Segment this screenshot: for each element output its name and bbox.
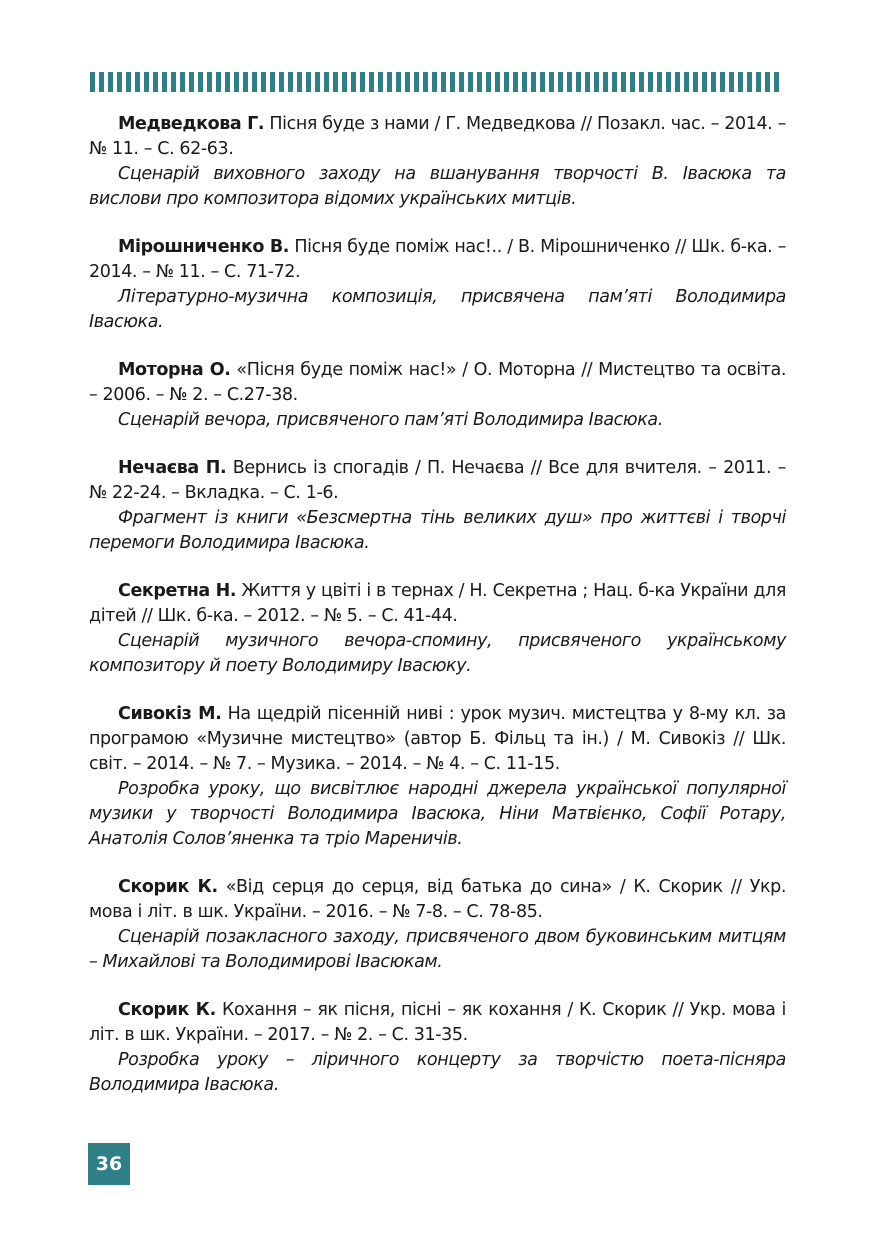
entry-citation xyxy=(89,112,786,162)
bibliography-entry xyxy=(89,702,786,852)
entry-citation-text: «Від серця до серця, від батька до сина» / К. Скорик // Укр. мова і літ. в шк. України. – 2016. – № 7-8. – С. 78-85. xyxy=(89,877,786,922)
entry-citation-text: «Пісня буде поміж нас!» / О. Моторна // Мистецтво та освіта. – 2006. – № 2. – С.27-38. xyxy=(89,360,786,405)
entry-citation xyxy=(89,456,786,506)
entry-annotation: Сценарій позакласного заходу, присвяченого двом буковинським митцям – Михайлові та Володимирові Івасюкам. xyxy=(89,927,786,972)
entry-author: Моторна О. xyxy=(118,360,231,380)
entry-citation-text: Пісня буде з нами / Г. Медведкова // Позакл. час. – 2014. – № 11. – С. 62-63. xyxy=(89,114,787,159)
entry-citation xyxy=(89,998,786,1048)
entry-annotation: Літературно-музична композиція, присвячена пам’яті Володимира Івасюка. xyxy=(89,287,786,332)
bibliography-entry xyxy=(89,456,786,556)
entry-citation xyxy=(89,875,786,925)
entry-annotation: Розробка уроку – ліричного концерту за творчістю поета-пісняра Володимира Івасюка. xyxy=(89,1050,786,1095)
entry-citation xyxy=(89,235,786,285)
entry-author: Скорик К. xyxy=(118,877,218,897)
decorative-stripe-bar xyxy=(90,72,782,92)
bibliography-entry xyxy=(89,875,786,975)
entry-author: Скорик К. xyxy=(118,1000,216,1020)
entry-citation-text: Пісня буде поміж нас!.. / В. Мірошниченко // Шк. б-ка. – 2014. – № 11. – С. 71-72. xyxy=(89,237,787,282)
entry-citation xyxy=(89,702,786,777)
entry-author: Мірошниченко В. xyxy=(118,237,290,257)
bibliography-list xyxy=(89,112,786,1121)
entry-author: Медведкова Г. xyxy=(118,114,265,134)
entry-citation xyxy=(89,358,786,408)
bibliography-entry xyxy=(89,579,786,679)
page-number: 36 xyxy=(88,1143,130,1185)
entry-annotation: Фрагмент із книги «Безсмертна тінь великих душ» про життєві і творчі перемоги Володимира Івасюка. xyxy=(89,508,786,553)
bibliography-entry xyxy=(89,235,786,335)
bibliography-entry xyxy=(89,998,786,1098)
entry-annotation: Сценарій вечора, присвяченого пам’яті Володимира Івасюка. xyxy=(118,410,663,430)
entry-citation-text: На щедрій пісенній ниві : урок музич. мистецтва у 8-му кл. за програмою «Музичне мистецтво» (автор Б. Фільц та ін.) / М. Сивокіз // Шк. світ. – 2014. – № 7. – Музика. – 2014. – № 4. – С. 11-15. xyxy=(89,704,786,774)
bibliography-entry xyxy=(89,112,786,212)
entry-annotation: Розробка уроку, що висвітлює народні джерела української популярної музики у творчості Володимира Івасюка, Ніни Матвієнко, Софії Ротару, Анатолія Солов’яненка та тріо Мареничів. xyxy=(89,779,786,849)
entry-annotation: Сценарій виховного заходу на вшанування творчості В. Івасюка та вислови про композитора відомих українських митців. xyxy=(89,164,786,209)
entry-citation-text: Вернись із спогадів / П. Нечаєва // Все для вчителя. – 2011. – № 22-24. – Вкладка. – С. 1-6. xyxy=(89,458,786,503)
entry-annotation: Сценарій музичного вечора-спомину, присвяченого українському композитору й поету Володимиру Івасюку. xyxy=(89,631,786,676)
entry-citation-text: Життя у цвіті і в тернах / Н. Секретна ; Нац. б-ка України для дітей // Шк. б-ка. – 2012. – № 5. – С. 41-44. xyxy=(89,581,787,626)
entry-author: Сивокіз М. xyxy=(118,704,222,724)
entry-author: Нечаєва П. xyxy=(118,458,227,478)
entry-author: Секретна Н. xyxy=(118,581,237,601)
bibliography-entry xyxy=(89,358,786,433)
entry-citation-text: Кохання – як пісня, пісні – як кохання / К. Скорик // Укр. мова і літ. в шк. України. – 2017. – № 2. – С. 31-35. xyxy=(89,1000,787,1045)
entry-citation xyxy=(89,579,786,629)
